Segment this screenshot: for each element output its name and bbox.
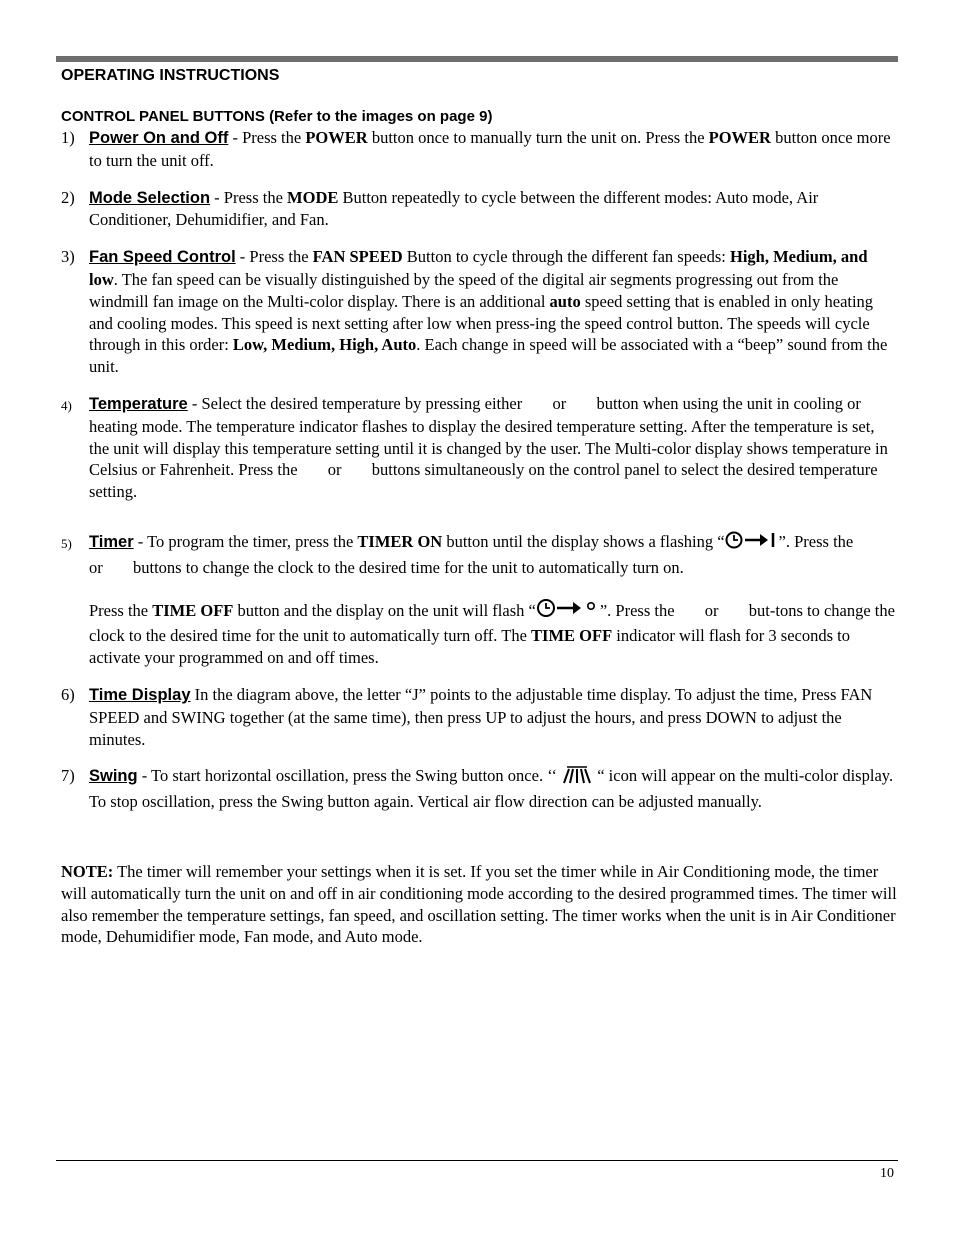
item-number: 2) — [61, 187, 75, 207]
item-text: ”. Press the — [778, 531, 858, 551]
item-text: - Press the — [210, 187, 288, 207]
item-text: button once to manually turn the unit on. Press the — [367, 128, 709, 147]
list-item-temperature — [61, 393, 897, 503]
timer-off-icon — [536, 598, 600, 626]
item-text: or — [323, 460, 346, 480]
item-text: indicator will flash for 3 seconds to activate your programmed on and off times. — [89, 626, 850, 668]
item-text: ”. Press the — [599, 600, 679, 620]
item-number: 4) — [61, 397, 72, 413]
page-number: 10 — [880, 1166, 894, 1181]
item-bold: FAN SPEED — [312, 247, 403, 267]
item-text: - Press the — [228, 128, 306, 147]
list-item-fan-speed — [61, 246, 897, 378]
item-title: Power On and Off — [89, 129, 229, 147]
item-bold: auto — [549, 291, 581, 311]
item-title: Time Display — [89, 685, 191, 704]
item-text: button until the display shows a flashing “ — [442, 531, 725, 551]
note-text: The timer will remember your settings when it is set. If you set the timer while in Air Conditioning mode, the timer will automatically turn the unit on and off in air conditioning mode according to the desired programmed times. The timer will also remember the temperature settings, fan speed, and oscillation setting. The timer works when the unit is in Air Conditioner mode, Dehumidifier mode, Fan mode, and Auto mode. — [61, 862, 897, 947]
item-title: Timer — [89, 532, 134, 551]
item-text: or — [89, 557, 107, 577]
item-text: - Select the desired temperature by pressing either — [187, 393, 527, 413]
note-paragraph — [61, 861, 897, 948]
item-text: speed setting that is enabled in only heating and cooling modes. This speed is next setting after low when press-ing the speed control button. The speeds will cycle through in this order: — [89, 291, 874, 355]
top-rule — [56, 56, 898, 62]
item-text: - To start horizontal oscillation, press the Swing button once. ‘‘ — [137, 766, 562, 786]
item-title: Fan Speed Control — [89, 248, 236, 267]
item-number: 7) — [61, 766, 75, 786]
list-item-mode — [61, 187, 897, 232]
item-bold: High, Medium, and low — [89, 247, 868, 289]
item-text: Press the — [89, 600, 153, 620]
item-bold: POWER — [708, 128, 771, 147]
item-text: button once more to turn the unit off. — [89, 128, 891, 170]
list-item-time-display — [61, 684, 897, 750]
item-text: or — [548, 393, 571, 413]
section-heading: CONTROL PANEL BUTTONS (Refer to the images on page 9) — [61, 108, 493, 125]
list-item-power — [61, 127, 897, 172]
item-text: or — [700, 600, 723, 620]
item-text: button when using the unit in cooling or heating mode. The temperature indicator flashes to display the desired temperature setting. After the temperature is set, the unit will display this temperature setting until it is changed by the user. The Multi-color display shows temperature in Celsius or Fahrenheit. Press the — [89, 393, 888, 480]
item-text: - To program the timer, press the — [133, 531, 358, 551]
item-text: . The fan speed can be visually distinguished by the speed of the digital air segments progressing out from the windmill fan image on the Multi-color display. There is an additional — [89, 269, 839, 311]
item-bold: TIME OFF — [152, 600, 234, 620]
item-number: 5) — [61, 535, 72, 551]
timer-on-icon — [725, 531, 779, 557]
item-text: buttons simultaneously on the control panel to select the desired temperature setting. — [89, 460, 878, 502]
list-item-timer — [61, 531, 897, 669]
item-bold: POWER — [305, 128, 368, 147]
item-text: - Press the — [235, 247, 313, 267]
item-bold: Low, Medium, High, Auto — [232, 335, 417, 355]
item-text: Button repeatedly to cycle between the different modes: Auto mode, Air Conditioner, Dehumidifier, and Fan. — [89, 187, 819, 230]
swing-icon — [561, 765, 593, 791]
item-number: 3) — [61, 247, 75, 267]
item-text: In the diagram above, the letter “J” points to the adjustable time display. To adjust the time, Press FAN SPEED and SWING together (at the same time), then press UP to adjust the hours, and press DOWN to adjust the minutes. — [89, 684, 873, 749]
item-text: “ icon will appear on the multi-color display. To stop oscillation, press the Swing button again. Vertical air flow direction can be adjusted manually. — [89, 766, 894, 812]
item-bold: TIME OFF — [531, 626, 613, 646]
note-label: NOTE: — [61, 862, 114, 881]
timer-paragraph-2 — [89, 598, 897, 669]
item-text: buttons to change the clock to the desired time for the unit to automatically turn on. — [128, 557, 684, 577]
page-title: OPERATING INSTRUCTIONS — [61, 67, 280, 84]
item-text: . Each change in speed will be associated with a “beep” sound from the unit. — [89, 335, 888, 377]
item-bold: MODE — [287, 187, 339, 207]
item-title: Swing — [89, 767, 138, 786]
list-item-swing — [61, 765, 897, 813]
item-text: but-tons to change the clock to the desired time for the unit to automatically turn off. The — [89, 600, 895, 646]
instruction-list — [61, 127, 897, 813]
item-text: Button to cycle through the different fan speeds: — [402, 247, 730, 267]
item-number: 1) — [61, 128, 75, 147]
bottom-rule — [56, 1160, 898, 1161]
item-title: Temperature — [89, 394, 188, 413]
item-number: 6) — [61, 684, 75, 704]
item-bold: TIMER ON — [357, 531, 443, 551]
item-text: button and the display on the unit will flash “ — [233, 600, 536, 620]
item-title: Mode Selection — [89, 188, 211, 207]
